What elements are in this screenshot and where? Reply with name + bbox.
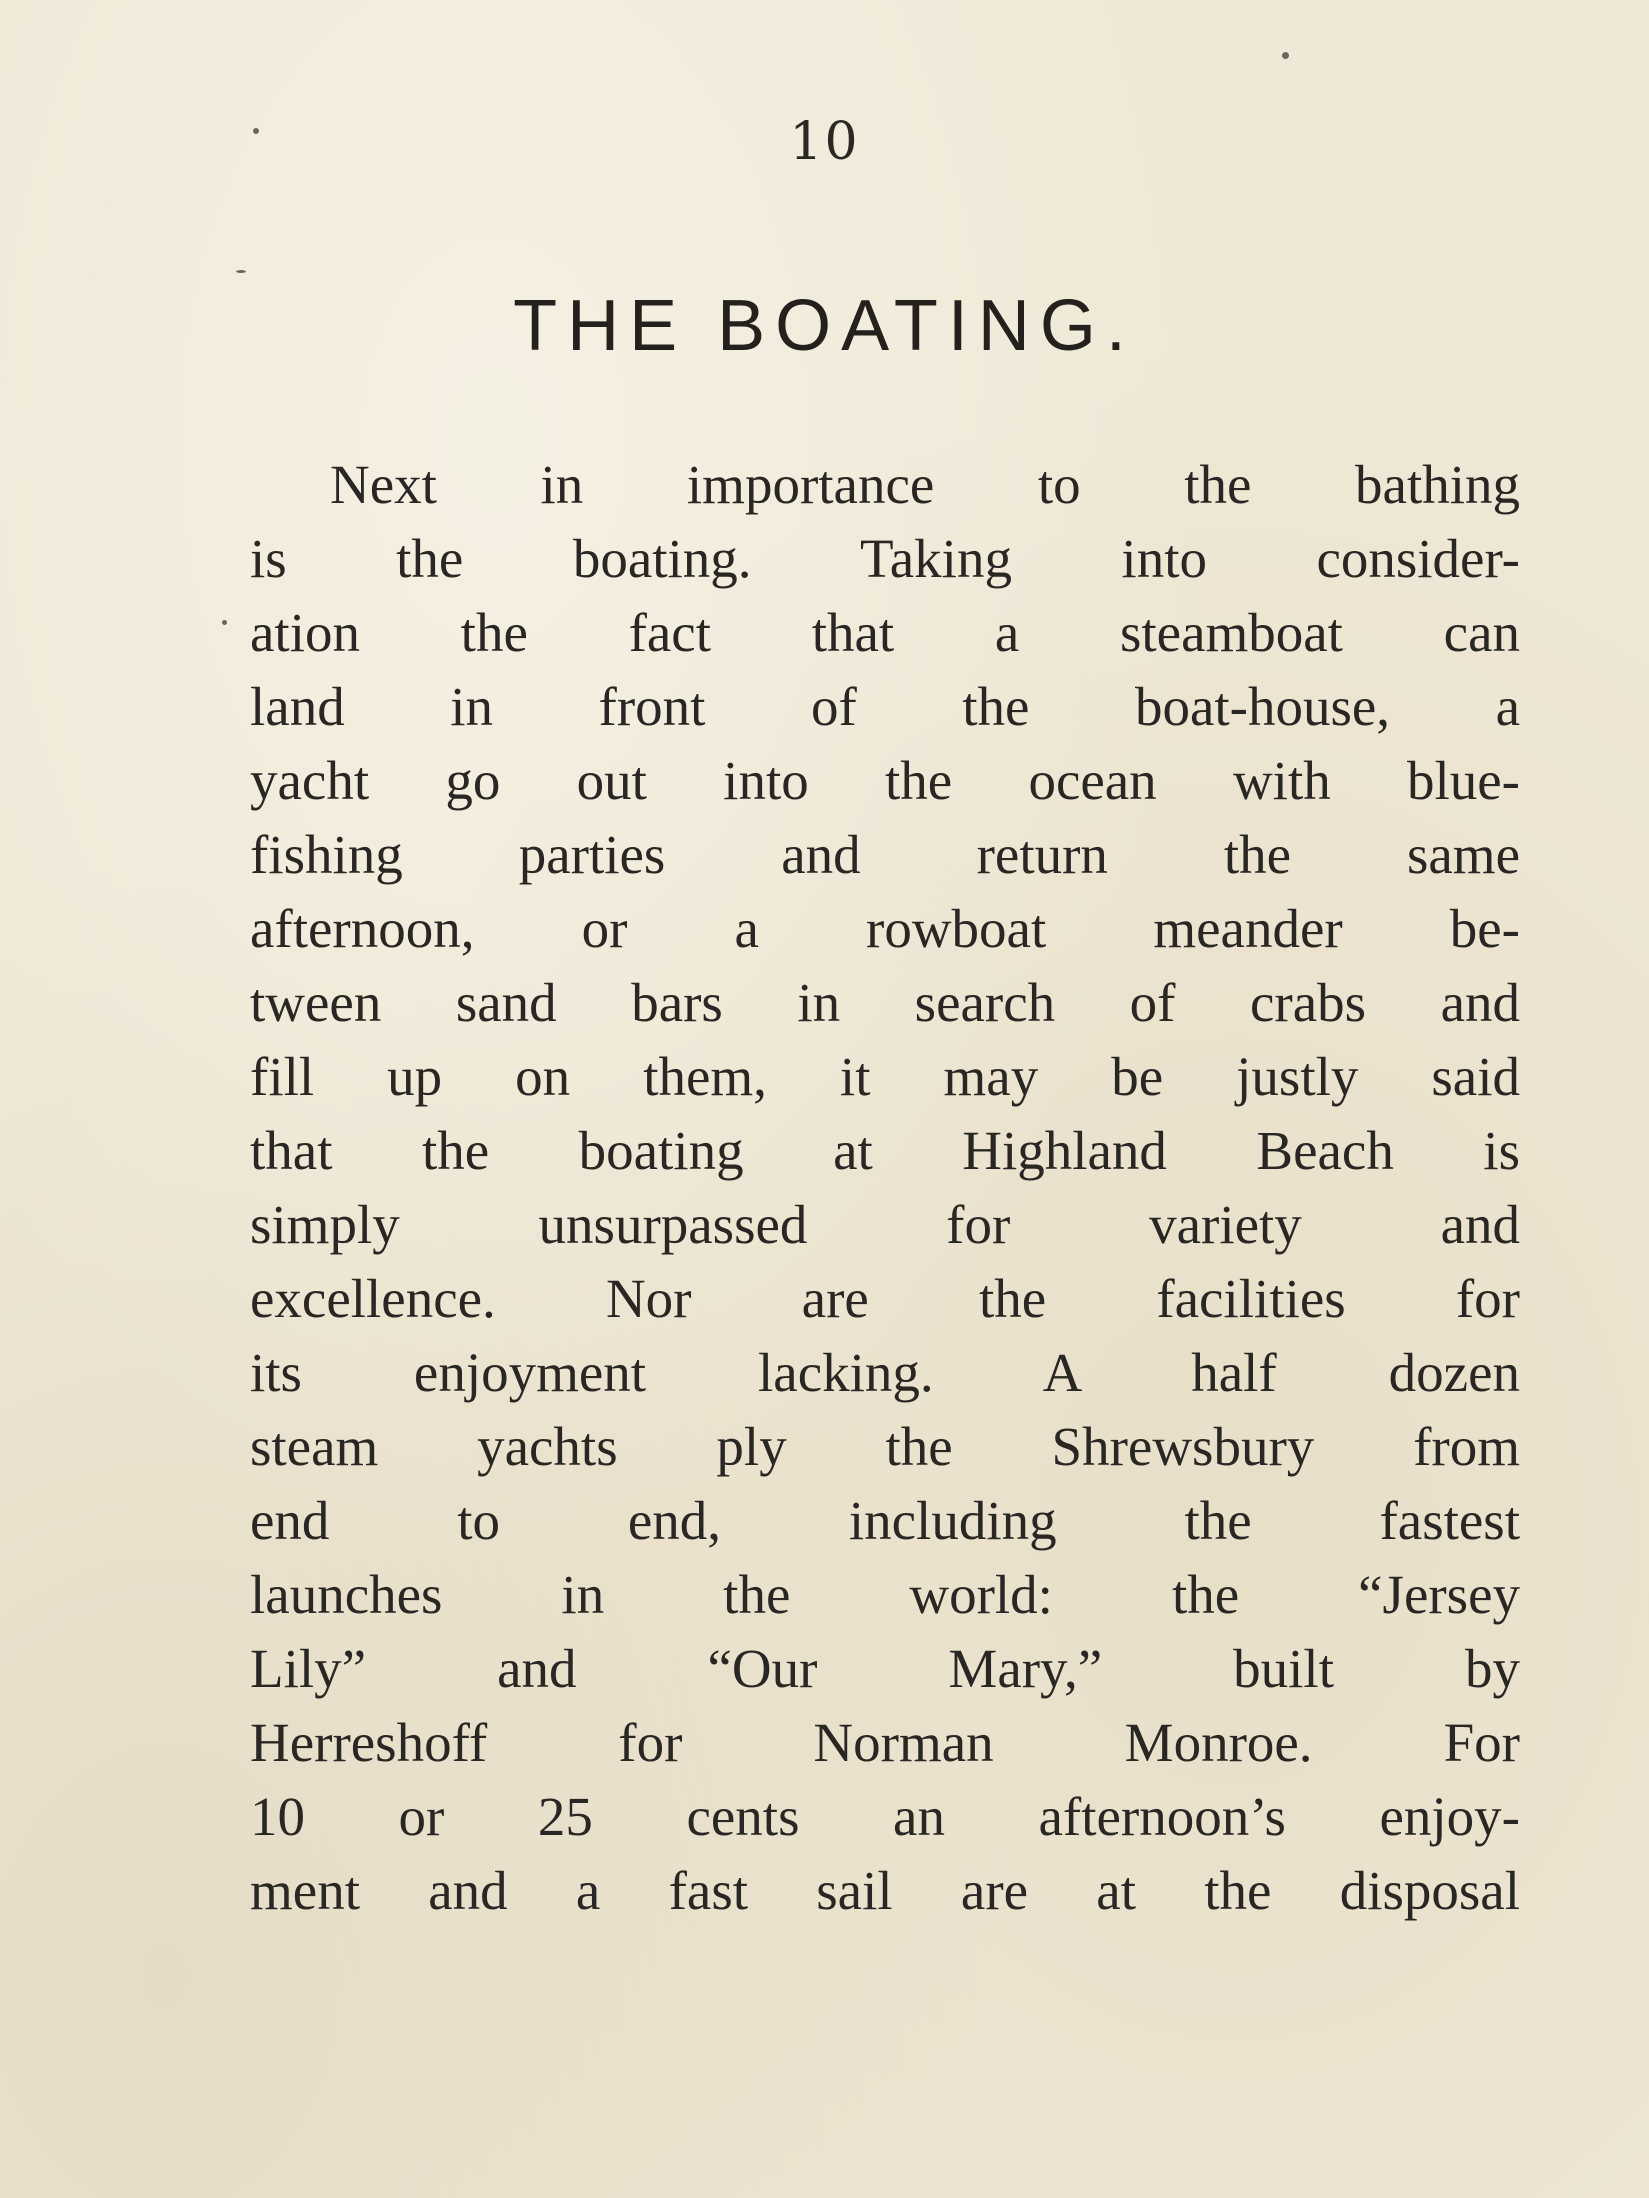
- chapter-title: THE BOATING.: [513, 286, 1136, 366]
- text-line: yacht go out into the ocean with blue-: [250, 750, 1520, 811]
- paper-speck: [236, 270, 246, 273]
- text-line: launches in the world: the “Jersey: [250, 1564, 1520, 1625]
- paper-speck: [222, 620, 227, 625]
- text-line: Herreshoff for Norman Monroe. For: [250, 1712, 1520, 1773]
- text-line: simply unsurpassed for variety and: [250, 1194, 1520, 1255]
- text-line: fill up on them, it may be justly said: [250, 1046, 1520, 1107]
- text-line: 10 or 25 cents an afternoon’s enjoy-: [250, 1786, 1520, 1847]
- body-paragraph: [250, 448, 1520, 1928]
- text-line: its enjoyment lacking. A half dozen: [250, 1342, 1520, 1403]
- text-line: steam yachts ply the Shrewsbury from: [250, 1416, 1520, 1477]
- text-line: end to end, including the fastest: [250, 1490, 1520, 1551]
- text-line: excellence. Nor are the facilities for: [250, 1268, 1520, 1329]
- page-number: 10: [789, 112, 860, 172]
- text-line: tween sand bars in search of crabs and: [250, 972, 1520, 1033]
- text-line: ment and a fast sail are at the disposal: [250, 1860, 1520, 1921]
- text-line: Lily” and “Our Mary,” built by: [250, 1638, 1520, 1699]
- paper-speck: [1282, 52, 1289, 59]
- text-line: fishing parties and return the same: [250, 824, 1520, 885]
- text-line: ation the fact that a steamboat can: [250, 602, 1520, 663]
- text-line: is the boating. Taking into consider-: [250, 528, 1520, 589]
- text-line: that the boating at Highland Beach is: [250, 1120, 1520, 1181]
- text-line: Next in importance to the bathing: [330, 454, 1520, 515]
- text-line: land in front of the boat-house, a: [250, 676, 1520, 737]
- text-line: afternoon, or a rowboat meander be-: [250, 898, 1520, 959]
